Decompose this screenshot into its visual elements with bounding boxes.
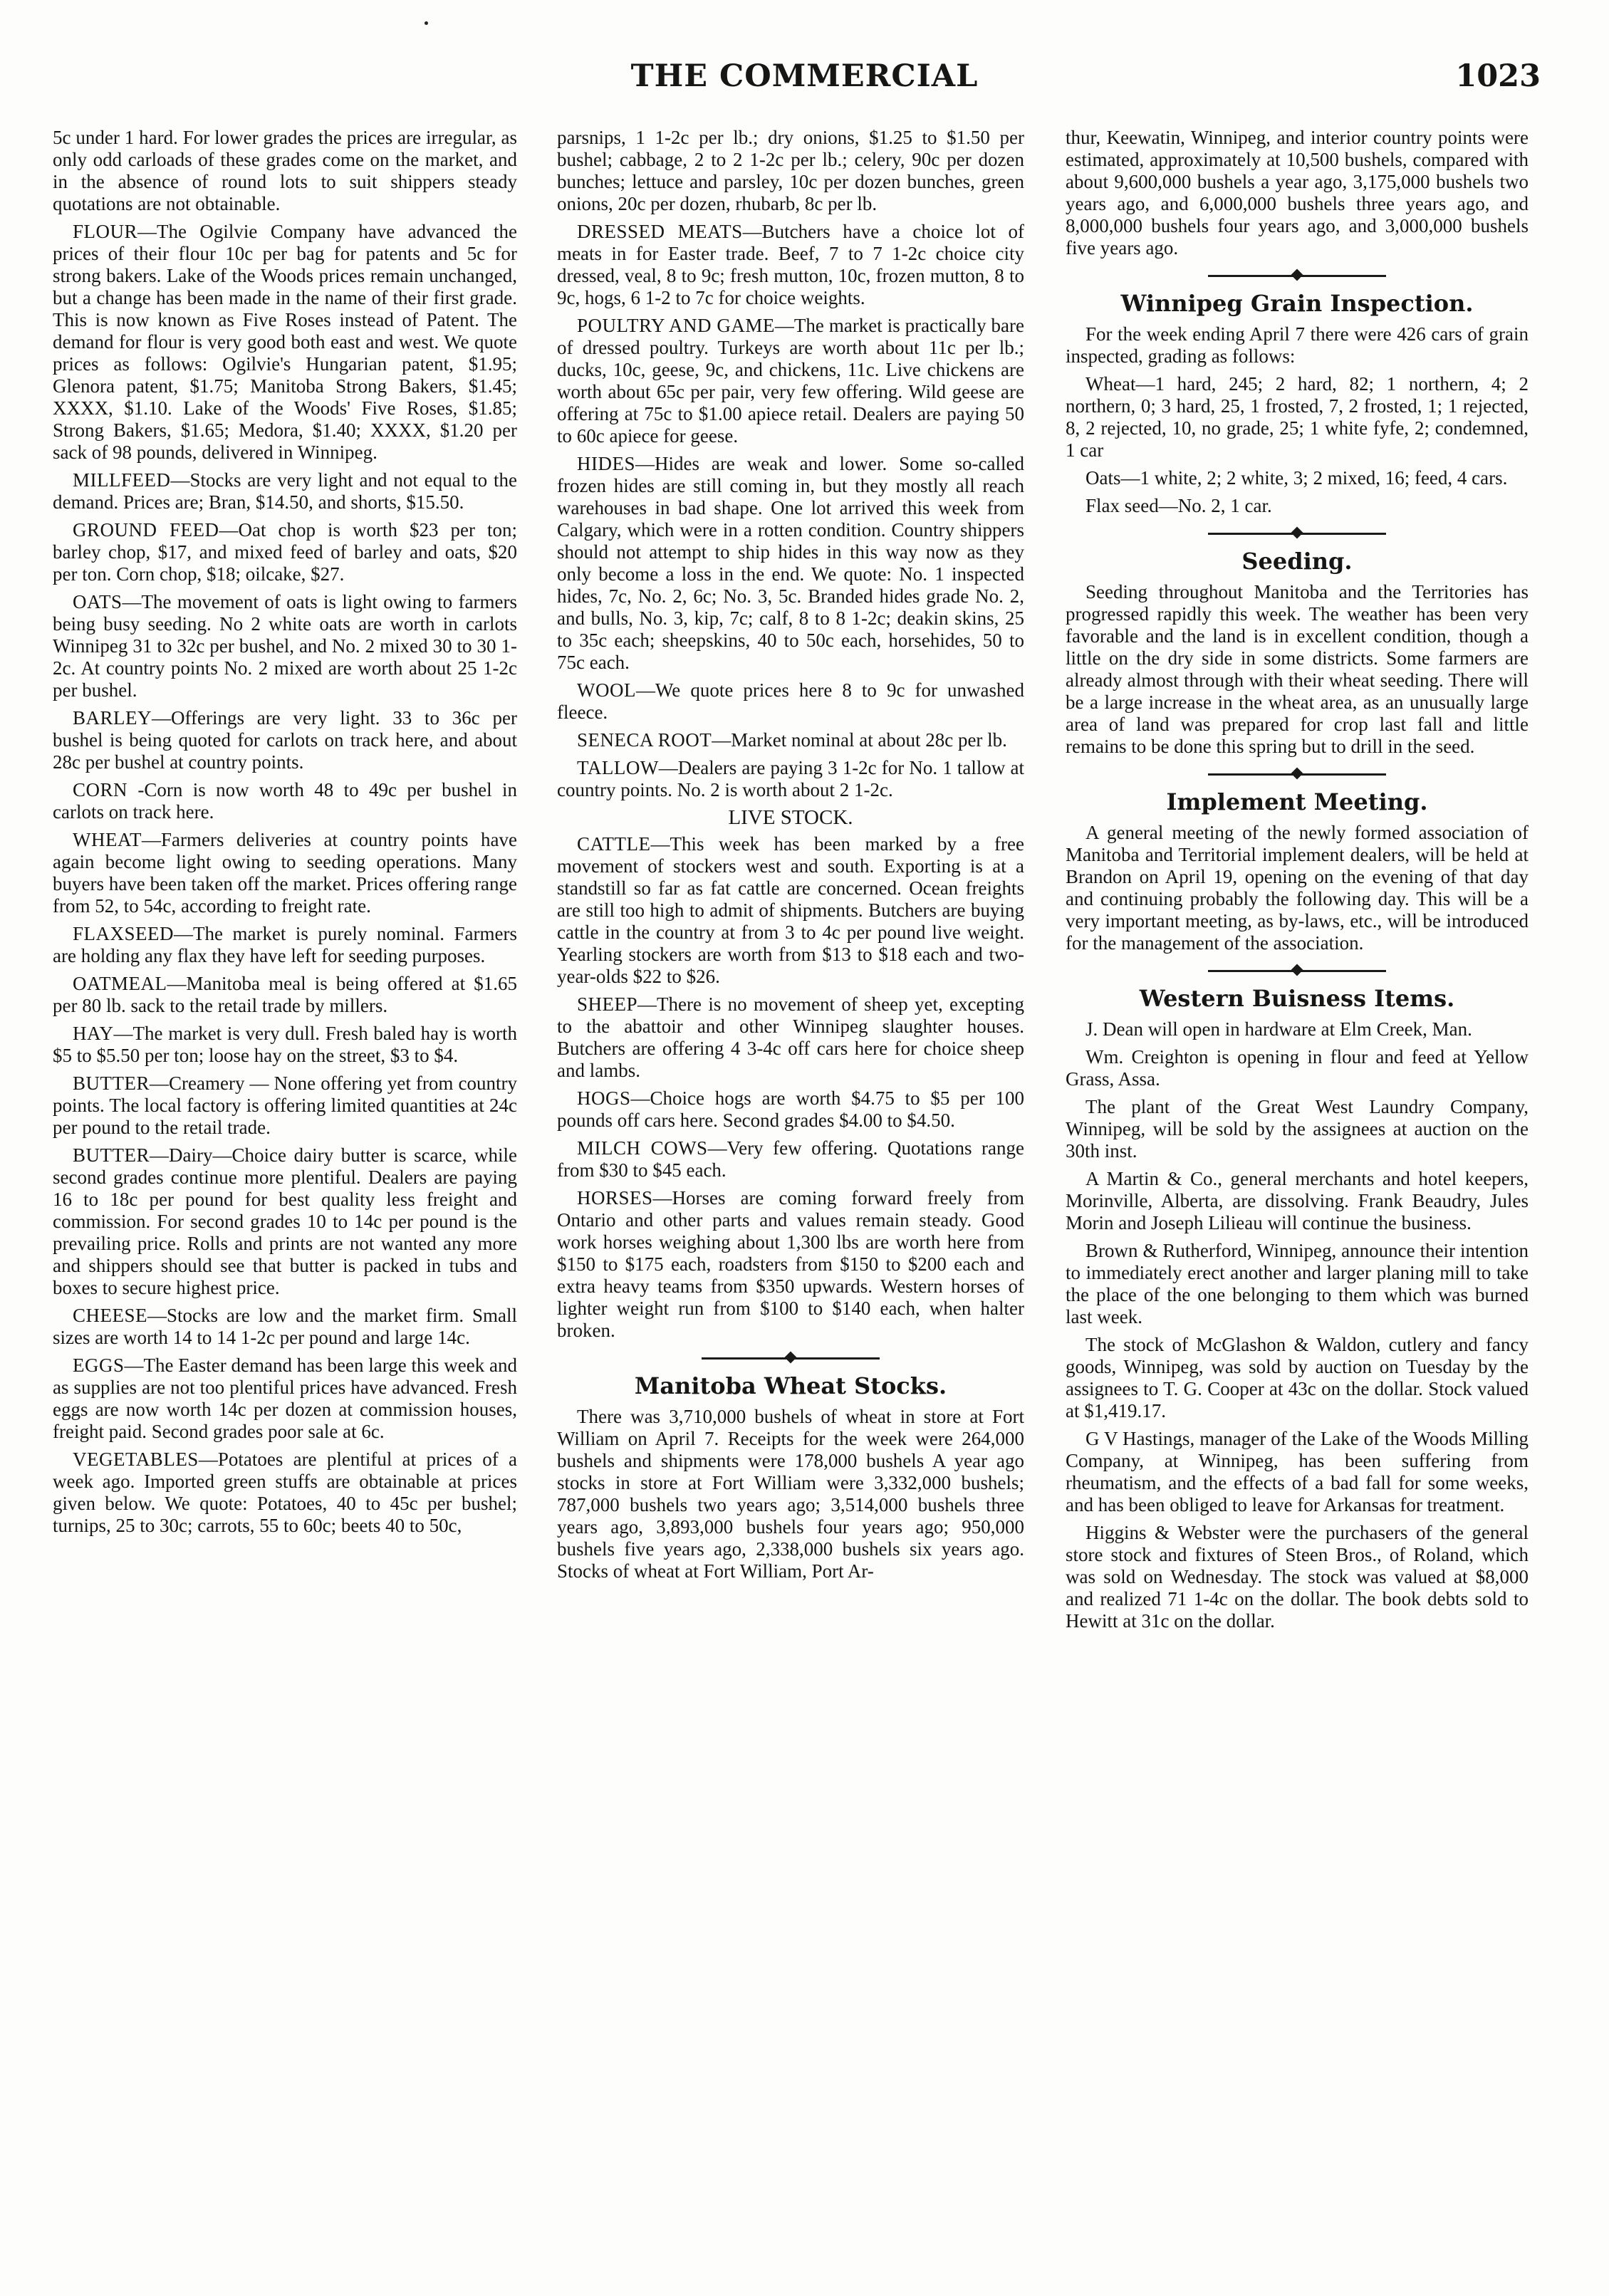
commodity-heading: VEGETABLES <box>73 1449 199 1470</box>
section-divider <box>1208 964 1386 977</box>
market-report-paragraph <box>53 469 517 513</box>
paragraph-text: —The market is practically bare of dressed poultry. Turkeys are worth about 11c per lb.; ducks, 10c, geese, 9c, and chickens, 11c. Live chickens are worth about 65c per pair, very few offering. Wild geese are offering at 75c to $1.00 apiece retail. Dealers are paying 50 to 60c apiece for geese. <box>557 315 1024 447</box>
market-report-paragraph <box>557 1087 1024 1132</box>
market-report-paragraph <box>53 923 517 967</box>
column-3 <box>1066 127 1529 2270</box>
paragraph-text: G V Hastings, manager of the Lake of the Woods Milling Company, at Winnipeg, has been suffering from rheumatism, and the effects of a bad fall for some weeks, and has been obliged to leave for Arkansas for treatment. <box>1066 1428 1529 1515</box>
commodity-heading: TALLOW <box>577 757 659 778</box>
paragraph-text: The stock of McGlashon & Waldon, cutlery and fancy goods, Winnipeg, was sold by auction on Tuesday by the assignees to T. G. Cooper at 43c on the dollar. Stock valued at $1,419.17. <box>1066 1334 1529 1421</box>
article-paragraph <box>1066 1522 1529 1632</box>
commodity-heading: CATTLE <box>577 833 651 855</box>
masthead <box>0 58 1609 101</box>
commodity-heading: POULTRY AND GAME <box>577 315 775 336</box>
market-report-paragraph <box>557 1187 1024 1342</box>
market-report-paragraph <box>53 591 517 701</box>
section-divider <box>1208 269 1386 282</box>
market-report-paragraph <box>53 779 517 823</box>
page-number: 1023 <box>1455 58 1541 94</box>
commodity-heading: FLAXSEED <box>73 923 175 944</box>
paragraph-text: —Offerings are very light. 33 to 36c per bushel is being quoted for carlots on track here, and about 28c per bushel at country points. <box>53 707 517 773</box>
paragraph-text: —Horses are coming forward freely from Ontario and other parts and values remain steady. Good work horses weighing about 1,300 lbs are worth here from $150 to $175 each, roadsters from $150 to $200 each and extra heavy teams from $350 upwards. Western horses of lighter weight run from $100 to $140 each, when halter broken. <box>557 1187 1024 1341</box>
market-report-paragraph <box>557 833 1024 988</box>
section-heading: Western Buisness Items. <box>1139 985 1455 1012</box>
publication-title: THE COMMERCIAL <box>630 58 979 94</box>
paragraph-text: —The Ogilvie Company have advanced the prices of their flour 10c per bag for patents and 5c for strong bakers. Lake of the Woods prices remain unchanged, but a change has been made in the name of their first grade. This is now known as Five Roses instead of Patent. The demand for flour is very good both east and west. We quote prices as follows: Ogilvie's Hungarian patent, $1.95; Glenora patent, $1.75; Manitoba Strong Bakers, $1.45; XXXX, $1.10. Lake of the Woods' Five Roses, $1.85; Strong Bakers, $1.65; Medora, $1.40; XXXX, $1.20 per sack of 98 pounds, delivered in Winnipeg. <box>53 221 517 463</box>
paragraph-text: —Oat chop is worth $23 per ton; barley chop, $17, and mixed feed of barley and oats, $20 per ton. Corn chop, $18; oilcake, $27. <box>53 519 517 585</box>
article-paragraph <box>557 1406 1024 1582</box>
market-report-paragraph <box>557 453 1024 674</box>
paragraph-text: thur, Keewatin, Winnipeg, and interior country points were estimated, approximately at 10,500 bushels, compared with about 9,600,000 bushels a year ago, 3,175,000 bushels two years ago, and 6,000,000 bushels three years ago, and 8,000,000 bushels four years ago, and 3,000,000 bushels five years ago. <box>1066 127 1529 259</box>
article-paragraph <box>1066 1018 1529 1040</box>
paragraph-text: —Stocks are low and the market firm. Small sizes are worth 14 to 14 1-2c per pound and large 14c. <box>53 1305 517 1348</box>
paragraph-text: —Hides are weak and lower. Some so-called frozen hides are still coming in, but they mostly all reach warehouses in bad shape. One lot arrived this week from Calgary, which were in a rotten condition. Country shippers should not attempt to ship hides in this way now as they only become a loss in the end. We quote: No. 1 inspected hides, 7c, No. 2, 6c; No. 3, 5c. Branded hides grade No. 2, and bulls, No. 3, kip, 7c; calf, 8 to 8 1-2c; deakin skins, 25 to 35c each; sheepskins, 40 to 50c each, horsehides, 50 to 75c each. <box>557 453 1024 673</box>
article-paragraph <box>557 127 1024 215</box>
market-report-paragraph <box>53 1144 517 1299</box>
paragraph-text: The plant of the Great West Laundry Company, Winnipeg, will be sold by the assignees at auction on the 30th inst. <box>1066 1096 1529 1162</box>
commodity-heading: EGGS <box>73 1355 125 1376</box>
market-report-paragraph <box>53 221 517 464</box>
commodity-heading: CORN <box>73 779 128 800</box>
section-heading: Implement Meeting. <box>1166 788 1428 815</box>
paragraph-text: Wm. Creighton is opening in flour and feed at Yellow Grass, Assa. <box>1066 1046 1529 1090</box>
section-divider <box>1208 527 1386 540</box>
paragraph-text: Higgins & Webster were the purchasers of the general store stock and fixtures of Steen Bros., of Roland, which was sold on Wednesday. The stock was valued at $8,000 and realized 71 1-4c on the dollar. The book debts sold to Hewitt at 31c on the dollar. <box>1066 1522 1529 1632</box>
commodity-heading: FLOUR <box>73 221 138 242</box>
commodity-heading: OATS <box>73 591 123 612</box>
paragraph-text: There was 3,710,000 bushels of wheat in store at Fort William on April 7. Receipts for the week were 264,000 bushels and shipments were 178,000 bushels A year ago stocks in store at Fort William were 3,332,000 bushels; 787,000 bushels two years ago; 3,514,000 bushels three years ago, 3,893,000 bushels four years ago; 950,000 bushels five years ago, 2,338,000 bushels six years ago. Stocks of wheat at Fort William, Port Ar- <box>557 1406 1024 1582</box>
market-report-paragraph <box>53 1449 517 1537</box>
market-report-paragraph <box>53 1023 517 1067</box>
paragraph-text: —The market is very dull. Fresh baled hay is worth $5 to $5.50 per ton; loose hay on the street, $3 to $4. <box>53 1023 517 1066</box>
paragraph-text: —Very few offering. Quotations range from $30 to $45 each. <box>557 1137 1024 1181</box>
market-report-paragraph <box>557 679 1024 724</box>
paragraph-text: —There is no movement of sheep yet, excepting to the abattoir and other Winnipeg slaughter houses. Butchers are offering 4 3-4c off cars here for choice sheep and lambs. <box>557 993 1024 1081</box>
article-paragraph <box>1066 1240 1529 1328</box>
commodity-heading: WOOL <box>577 679 636 701</box>
commodity-heading: BUTTER <box>73 1144 150 1166</box>
article-paragraph <box>1066 373 1529 461</box>
commodity-heading: OATMEAL <box>73 973 167 994</box>
market-report-paragraph <box>53 829 517 917</box>
market-report-paragraph <box>53 707 517 773</box>
commodity-heading: GROUND FEED <box>73 519 219 541</box>
paragraph-text: —The movement of oats is light owing to farmers being busy seeding. No 2 white oats are worth in carlots Winnipeg 31 to 32c per bushel, and No. 2 mixed 30 to 30 1-2c. At country points No. 2 mixed are worth about 25 1-2c per bushel. <box>53 591 517 701</box>
commodity-heading: SENECA ROOT <box>577 729 712 751</box>
section-divider <box>1208 768 1386 781</box>
article-paragraph <box>1066 1046 1529 1090</box>
paragraph-text: parsnips, 1 1-2c per lb.; dry onions, $1.25 to $1.50 per bushel; cabbage, 2 to 2 1-2c per lb.; celery, 90c per dozen bunches; lettuce and parsley, 10c per dozen bunches, green onions, 20c per dozen, rhubarb, 8c per lb. <box>557 127 1024 214</box>
paragraph-text: A general meeting of the newly formed association of Manitoba and Territorial implement dealers, will be held at Brandon on April 19, opening on the evening of that day and continuing probably the following day. This will be a very important meeting, as by-laws, etc., will be introduced for the management of the association. <box>1066 822 1529 954</box>
column-2 <box>557 127 1024 2270</box>
paragraph-text: J. Dean will open in hardware at Elm Creek, Man. <box>1085 1018 1472 1040</box>
article-paragraph <box>1066 467 1529 489</box>
commodity-heading: BARLEY <box>73 707 152 729</box>
paragraph-text: A Martin & Co., general merchants and hotel keepers, Morinville, Alberta, are dissolving. Frank Beaudry, Jules Morin and Joseph Lilieau will continue the business. <box>1066 1168 1529 1233</box>
market-report-paragraph <box>53 1355 517 1443</box>
subsection-heading: LIVE STOCK. <box>728 806 853 829</box>
article-paragraph <box>1066 127 1529 259</box>
paragraph-text: Brown & Rutherford, Winnipeg, announce their intention to immediately erect another and larger planing mill to take the place of the one belonging to them which was burned last week. <box>1066 1240 1529 1327</box>
paragraph-text: Oats—1 white, 2; 2 white, 3; 2 mixed, 16; feed, 4 cars. <box>1085 467 1508 489</box>
paragraph-text: —We quote prices here 8 to 9c for unwashed fleece. <box>557 679 1024 723</box>
paragraph-text: —Dairy—Choice dairy butter is scarce, while second grades continue more plentiful. Dealers are paying 16 to 18c per pound for best quality less freight and commission. For second grades 10 to 14c per pound is the prevailing price. Rolls and prints are not wanted any more and shippers should see that butter is packed in tubs and boxes to secure highest price. <box>53 1144 517 1298</box>
article-paragraph <box>1066 1334 1529 1422</box>
section-heading: Manitoba Wheat Stocks. <box>634 1372 947 1399</box>
paragraph-text: —The market is purely nominal. Farmers are holding any flax they have left for seeding purposes. <box>53 923 517 966</box>
article-paragraph <box>1066 1168 1529 1234</box>
market-report-paragraph <box>557 221 1024 309</box>
paragraph-text: —Stocks are very light and not equal to the demand. Prices are; Bran, $14.50, and shorts, $15.50. <box>53 469 517 513</box>
market-report-paragraph <box>53 519 517 585</box>
commodity-heading: BUTTER <box>73 1073 150 1094</box>
commodity-heading: SHEEP <box>577 993 638 1015</box>
paragraph-text: —Potatoes are plentiful at prices of a week ago. Imported green stuffs are obtainable at prices given below. We quote: Potatoes, 40 to 45c per bushel; turnips, 25 to 30c; carrots, 55 to 60c; beets 40 to 50c, <box>53 1449 517 1536</box>
market-report-paragraph <box>557 729 1024 751</box>
paragraph-text: Seeding throughout Manitoba and the Territories has progressed rapidly this week. The weather has been very favorable and the land is in excellent condition, though a little on the dry side in some districts. Some farmers are already almost through with their wheat seeding. There will be a large increase in the wheat area, as an unusually large area of land was prepared for crop last fall and little remains to be done this spring but to drill in the seed. <box>1066 581 1529 757</box>
commodity-heading: MILCH COWS <box>577 1137 708 1159</box>
paragraph-text: —This week has been marked by a free movement of stockers west and south. Exporting is at a standstill so far as fat cattle are concerned. Ocean freights are still too high to admit of shipments. Butchers are buying cattle in the country at from 3 to 4c per pound live weight. Yearling stockers are worth from $13 to $18 each and two-year-olds $22 to $26. <box>557 833 1024 987</box>
commodity-heading: CHEESE <box>73 1305 148 1326</box>
market-report-paragraph <box>53 973 517 1017</box>
paragraph-text: —Butchers have a choice lot of meats in for Easter trade. Beef, 7 to 7 1-2c choice city dressed, veal, 8 to 9c; fresh mutton, 10c, frozen mutton, 8 to 9c, hogs, 6 1-2 to 7c for choice weights. <box>557 221 1024 308</box>
article-paragraph <box>1066 495 1529 517</box>
paragraph-text: —Creamery — None offering yet from country points. The local factory is offering limited quantities at 24c per pound to the retail trade. <box>53 1073 517 1138</box>
market-report-paragraph <box>53 1073 517 1139</box>
market-report-paragraph <box>557 1137 1024 1181</box>
market-report-paragraph <box>557 315 1024 447</box>
paragraph-text: —Choice hogs are worth $4.75 to $5 per 100 pounds off cars here. Second grades $4.00 to $4.50. <box>557 1087 1024 1131</box>
section-heading: Seeding. <box>1241 548 1353 575</box>
commodity-heading: HIDES <box>577 453 635 474</box>
paragraph-text: Wheat—1 hard, 245; 2 hard, 82; 1 northern, 4; 2 northern, 0; 3 hard, 25, 1 frosted, 7, 2 frosted, 1; 1 rejected, 8, 2 rejected, 10, no grade, 25; 1 white fyfe, 2; condemned, 1 car <box>1066 373 1529 461</box>
market-report-paragraph <box>557 757 1024 801</box>
column-1 <box>53 127 517 2270</box>
article-paragraph <box>53 127 517 215</box>
ink-speck <box>425 21 428 25</box>
commodity-heading: DRESSED MEATS <box>577 221 743 242</box>
article-paragraph <box>1066 822 1529 954</box>
paragraph-text: For the week ending April 7 there were 426 cars of grain inspected, grading as follows: <box>1066 323 1529 367</box>
paragraph-text: —Dealers are paying 3 1-2c for No. 1 tallow at country points. No. 2 is worth about 2 1-2c. <box>557 757 1024 800</box>
paragraph-text: Flax seed—No. 2, 1 car. <box>1085 495 1272 516</box>
commodity-heading: WHEAT <box>73 829 142 850</box>
section-divider <box>702 1352 880 1364</box>
paragraph-text: -Corn is now worth 48 to 49c per bushel in carlots on track here. <box>53 779 517 823</box>
commodity-heading: HORSES <box>577 1187 653 1209</box>
section-heading: Winnipeg Grain Inspection. <box>1120 290 1474 317</box>
paragraph-text: 5c under 1 hard. For lower grades the prices are irregular, as only odd carloads of these grades come on the market, and in the absence of round lots to suit shippers steady quotations are not obtainable. <box>53 127 517 214</box>
market-report-paragraph <box>557 993 1024 1082</box>
paragraph-text: —The Easter demand has been large this week and as supplies are not too plentiful prices have advanced. Fresh eggs are now worth 14c per dozen at commission houses, freight paid. Second grades poor sale at 6c. <box>53 1355 517 1442</box>
commodity-heading: MILLFEED <box>73 469 171 491</box>
article-paragraph <box>1066 581 1529 758</box>
article-paragraph <box>1066 1096 1529 1162</box>
article-paragraph <box>1066 1428 1529 1516</box>
paragraph-text: —Manitoba meal is being offered at $1.65 per 80 lb. sack to the retail trade by millers. <box>53 973 517 1016</box>
article-paragraph <box>1066 323 1529 367</box>
paragraph-text: —Farmers deliveries at country points have again become light owing to seeding operations. Many buyers have been taken off the market. Prices offering range from 52, to 54c, according to freight rate. <box>53 829 517 917</box>
commodity-heading: HAY <box>73 1023 114 1044</box>
market-report-paragraph <box>53 1305 517 1349</box>
paragraph-text: —Market nominal at about 28c per lb. <box>712 729 1007 751</box>
commodity-heading: HOGS <box>577 1087 631 1109</box>
